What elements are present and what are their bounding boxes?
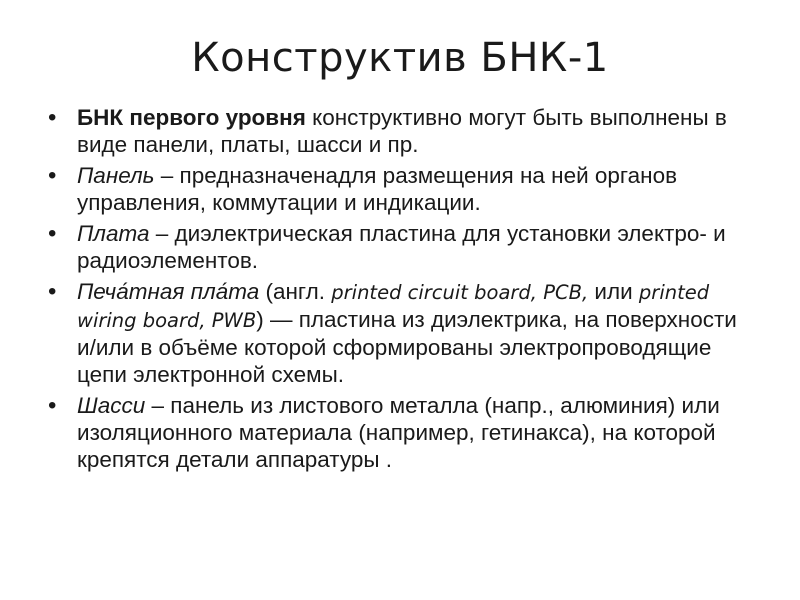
english-term-pwb: printed wiring board, PWB xyxy=(77,281,710,332)
bullet-text: ) — пластина из диэлектрика, на поверхности и/или в объёме которой сформированы электропроводящие цепи электронной схемы. xyxy=(77,307,737,387)
bullet-term: Плата xyxy=(77,221,150,246)
bullet-term: БНК первого уровня xyxy=(77,105,306,130)
bullet-term: Печа́тная пла́та xyxy=(77,279,260,304)
bullet-term: Панель xyxy=(77,163,155,188)
bullet-text: – панель из листового металла (напр., алюминия) или изоляционного материала (например, гетинакса), на которой крепятся детали аппаратуры . xyxy=(77,393,720,472)
bullet-item-pcb xyxy=(48,278,748,388)
bullet-text: конструктивно могут быть выполнены в виде панели, платы, шасси и пр. xyxy=(77,105,727,157)
bullet-item-bnk-level-1 xyxy=(48,104,748,158)
bullet-text-or: или xyxy=(588,279,639,304)
bullet-item-board xyxy=(48,220,748,274)
bullet-item-chassis xyxy=(48,392,748,473)
bullet-text: – предназначенадля размещения на ней органов управления, коммутации и индикации. xyxy=(77,163,678,215)
bullet-term: Шасси xyxy=(77,393,146,418)
bullet-list xyxy=(48,104,748,477)
english-term-pcb: printed circuit board, PCB, xyxy=(331,281,589,304)
bullet-item-panel xyxy=(48,162,748,216)
slide-title: Конструктив БНК-1 xyxy=(191,35,609,81)
bullet-text-open: (англ. xyxy=(259,279,332,304)
bullet-text: – диэлектрическая пластина для установки электро- и радиоэлементов. xyxy=(77,221,726,273)
